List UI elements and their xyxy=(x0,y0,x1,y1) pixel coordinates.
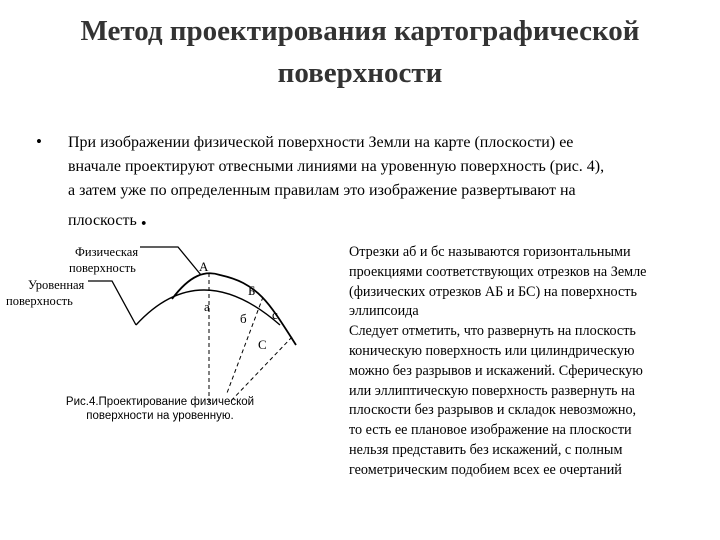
explanation-line: (физических отрезков АБ и БС) на поверхность xyxy=(349,283,637,300)
slide-title xyxy=(20,10,700,94)
level-surface-leader xyxy=(88,281,136,325)
explanation-line: Следует отметить, что развернуть на плоскость xyxy=(349,323,636,340)
explanation-line: эллипсоида xyxy=(349,303,419,320)
explanation-line: плоскости без разрывов и складок невозможно, xyxy=(349,402,637,419)
label-physical-line-1: Физическая xyxy=(75,245,139,259)
figure-caption-line-2: поверхности на уровенную. xyxy=(86,410,234,422)
bullet-paragraph xyxy=(68,131,688,233)
point-c: с xyxy=(272,307,278,322)
physical-surface-leader xyxy=(140,247,201,275)
bullet-last-word: плоскость xyxy=(68,212,137,229)
point-C: С xyxy=(258,337,267,352)
bullet-last-punct: . xyxy=(140,205,147,231)
label-level-line-2: поверхность xyxy=(6,294,73,308)
point-a: а xyxy=(204,299,210,314)
slide-title-line-2: поверхности xyxy=(277,57,443,89)
explanation-line: Отрезки аб и бс называются горизонтальными xyxy=(349,244,631,260)
bullet-line-4 xyxy=(68,206,688,233)
explanation-line: нельзя представить без искажений, с полным xyxy=(349,441,623,458)
projection-figure xyxy=(0,235,330,435)
explanation-line: то есть ее плановое изображение на плоскости xyxy=(349,422,632,439)
explanation-line: коническую поверхность или цилиндрическую xyxy=(349,342,635,359)
label-physical-line-2: поверхность xyxy=(69,261,136,275)
bullet-marker: • xyxy=(36,132,42,151)
bullet-line-2: вначале проектируют отвесными линиями на уровенную поверхность (рис. 4), xyxy=(68,158,605,175)
bullet-line-3: а затем уже по определенным правилам это изображение развертывают на xyxy=(68,182,576,199)
explanation-line: или эллиптическую поверхность развернуть на xyxy=(349,382,635,399)
label-level-line-1: Уровенная xyxy=(28,278,85,292)
slide-title-line-1: Метод проектирования картографической xyxy=(80,15,640,47)
explanation-line: геометрическим подобием всех ее очертаний xyxy=(349,461,622,478)
figure-caption-line-1: Рис.4.Проектирование физической xyxy=(65,396,255,408)
explanation-line: проекциями соответствующих отрезков на Земле xyxy=(349,263,647,280)
explanation-line: можно без разрывов и искажений. Сферическую xyxy=(349,362,643,379)
explanation-text xyxy=(349,243,709,481)
point-A: А xyxy=(199,259,209,274)
point-b: б xyxy=(240,311,247,326)
point-B: Б xyxy=(248,283,256,298)
bullet-line-1: При изображении физической поверхности Земли на карте (плоскости) ее xyxy=(68,134,574,151)
